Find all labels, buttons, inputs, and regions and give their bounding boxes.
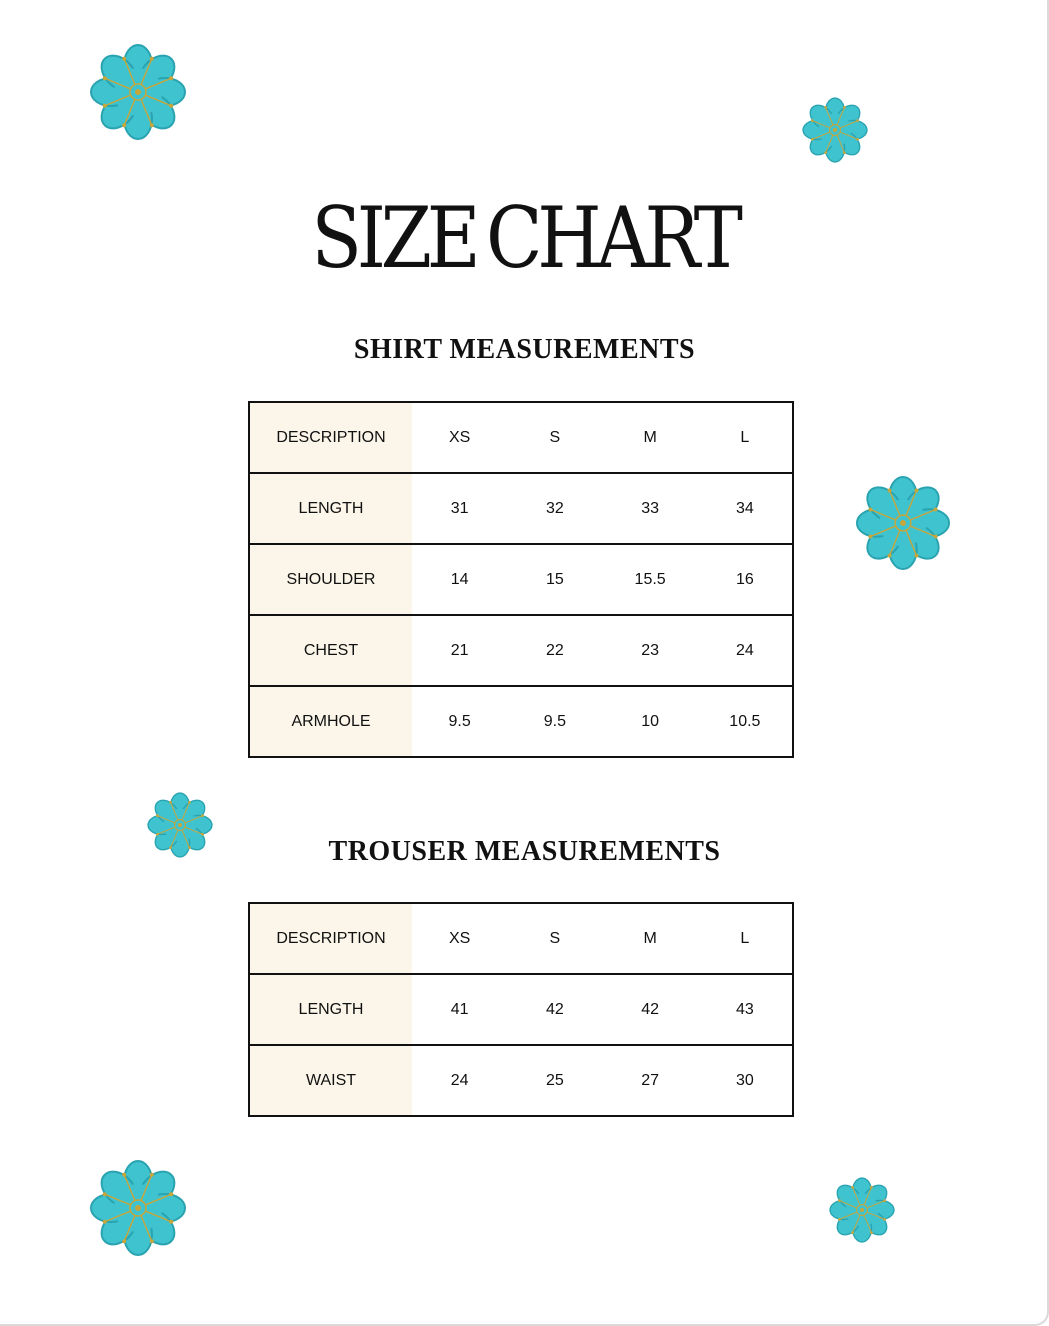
title-word-chart: CHART <box>485 189 738 287</box>
header-cell: M <box>603 903 698 974</box>
table-cell: 32 <box>507 473 602 544</box>
shirt-heading: SHIRT MEASUREMENTS <box>353 334 696 365</box>
row-label: WAIST <box>249 1045 412 1116</box>
trouser-table <box>248 902 794 1117</box>
table-cell: 15 <box>507 544 602 615</box>
flower-icon <box>88 42 188 142</box>
table-row <box>249 974 793 1045</box>
page-title <box>63 188 986 288</box>
header-cell: XS <box>412 903 507 974</box>
row-label: SHOULDER <box>249 544 412 615</box>
header-cell: L <box>698 903 793 974</box>
table-cell: 16 <box>698 544 793 615</box>
flower-icon <box>88 1158 188 1258</box>
table-cell: 22 <box>507 615 602 686</box>
flower-icon <box>854 474 952 572</box>
table-cell: 10.5 <box>729 712 761 730</box>
table-cell: 25 <box>545 1071 564 1089</box>
header-cell: DESCRIPTION <box>249 402 412 473</box>
trouser-heading: TROUSER MEASUREMENTS <box>328 836 721 867</box>
table-row <box>249 544 793 615</box>
table-cell: 23 <box>603 615 698 686</box>
row-label: LENGTH <box>249 473 412 544</box>
header-cell: XS <box>412 402 507 473</box>
table-cell: 14 <box>412 544 507 615</box>
table-row <box>249 1045 793 1116</box>
table-cell: 42 <box>507 974 602 1045</box>
table-cell: 9.5 <box>543 712 566 730</box>
table-cell: 42 <box>603 974 698 1045</box>
header-cell: S <box>507 402 602 473</box>
table-row <box>249 473 793 544</box>
table-header-row <box>249 402 793 473</box>
table-row <box>249 615 793 686</box>
shirt-table <box>248 401 794 758</box>
table-cell: 27 <box>641 1071 660 1089</box>
table-cell: 31 <box>412 473 507 544</box>
row-label: CHEST <box>249 615 412 686</box>
table-cell: 24 <box>698 615 793 686</box>
title-word-size: SIZE <box>311 189 476 287</box>
table-cell: 41 <box>412 974 507 1045</box>
header-cell: L <box>698 402 793 473</box>
row-label: ARMHOLE <box>249 686 412 757</box>
header-cell: S <box>507 903 602 974</box>
flower-icon <box>828 1176 896 1244</box>
flower-icon <box>801 96 869 164</box>
table-cell: 34 <box>698 473 793 544</box>
table-cell: 30 <box>735 1071 754 1089</box>
table-cell: 33 <box>603 473 698 544</box>
table-row <box>249 686 793 757</box>
table-cell: 21 <box>412 615 507 686</box>
table-cell: 10 <box>641 712 660 730</box>
header-cell: M <box>603 402 698 473</box>
header-cell: DESCRIPTION <box>249 903 412 974</box>
row-label: LENGTH <box>249 974 412 1045</box>
table-header-row <box>249 903 793 974</box>
table-cell: 15.5 <box>603 544 698 615</box>
table-cell: 24 <box>450 1071 469 1089</box>
table-cell: 9.5 <box>448 712 471 730</box>
table-cell: 43 <box>698 974 793 1045</box>
